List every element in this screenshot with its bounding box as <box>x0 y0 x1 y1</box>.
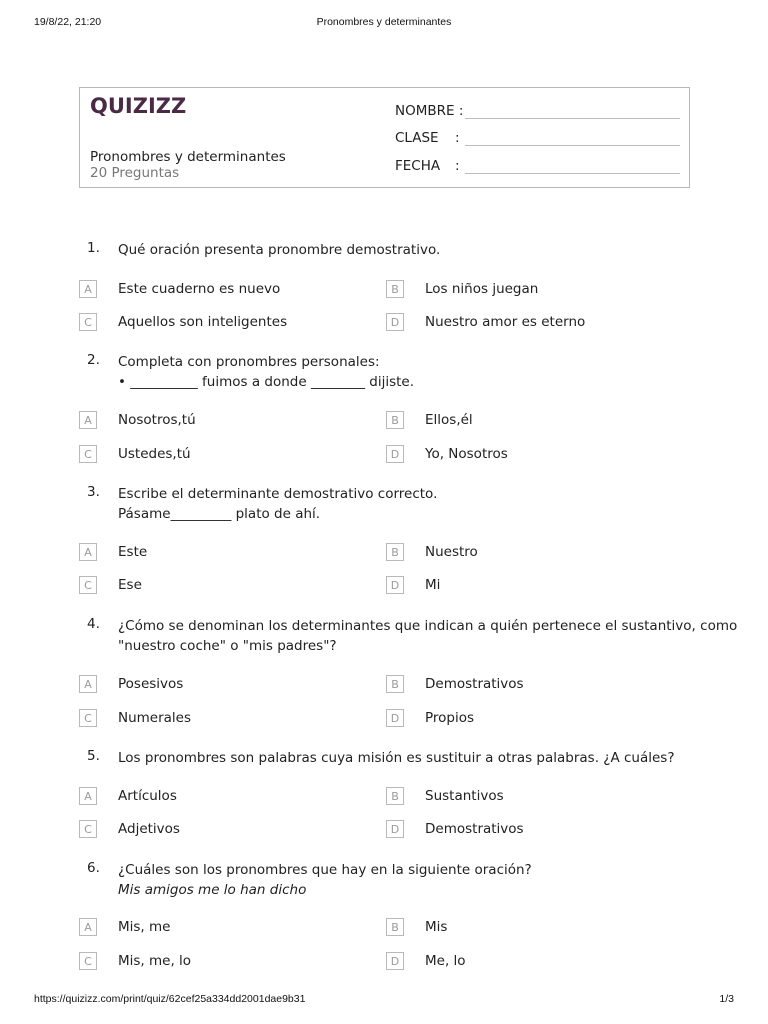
option-text: Numerales <box>118 710 192 726</box>
option-letter-a: A <box>79 787 97 805</box>
option-text: Este cuaderno es nuevo <box>118 281 281 297</box>
option-b[interactable] <box>386 675 686 695</box>
option-letter-b: B <box>386 543 404 561</box>
question-line: Los pronombres son palabras cuya misión es sustituir a otras palabras. ¿A cuáles? <box>118 750 675 766</box>
quizizz-logo: QUIZIZZ <box>90 94 187 118</box>
option-b[interactable] <box>386 543 686 563</box>
question-line: Pásame_________ plato de ahí. <box>118 506 321 522</box>
quiz-info-box <box>79 87 690 188</box>
option-text: Mis <box>425 919 448 935</box>
question-line: "nuestro coche" o "mis padres"? <box>118 638 337 654</box>
question-2 <box>79 352 699 472</box>
option-text: Artículos <box>118 788 177 804</box>
page-number: 1/3 <box>719 993 734 1005</box>
option-text: Ellos,él <box>425 412 473 428</box>
option-letter-b: B <box>386 787 404 805</box>
option-letter-d: D <box>386 820 404 838</box>
question-number: 5. <box>87 748 100 764</box>
question-example-sentence: Mis amigos me lo han dicho <box>118 882 307 898</box>
fecha-label: FECHA <box>395 158 441 174</box>
option-text: Nosotros,tú <box>118 412 196 428</box>
question-text <box>118 240 440 260</box>
print-header <box>34 16 734 30</box>
option-letter-d: D <box>386 313 404 331</box>
option-b[interactable] <box>386 918 686 938</box>
question-text <box>118 352 414 392</box>
option-d[interactable] <box>386 709 686 729</box>
option-text: Este <box>118 544 148 560</box>
option-text: Nuestro <box>425 544 478 560</box>
option-letter-a: A <box>79 411 97 429</box>
option-text: Ustedes,tú <box>118 446 191 462</box>
question-5 <box>79 748 699 848</box>
question-line: Qué oración presenta pronombre demostrativo. <box>118 242 441 258</box>
nombre-label: NOMBRE : <box>395 103 464 119</box>
option-text: Mis, me <box>118 919 171 935</box>
option-a[interactable] <box>79 543 379 563</box>
option-a[interactable] <box>79 280 379 300</box>
option-letter-b: B <box>386 411 404 429</box>
option-text: Yo, Nosotros <box>425 446 508 462</box>
option-c[interactable] <box>79 313 379 333</box>
option-text: Sustantivos <box>425 788 504 804</box>
option-d[interactable] <box>386 952 686 972</box>
option-letter-d: D <box>386 952 404 970</box>
print-page-title: Pronombres y determinantes <box>316 16 452 28</box>
quiz-title: Pronombres y determinantes <box>90 149 286 165</box>
option-d[interactable] <box>386 313 686 333</box>
question-text <box>118 748 675 768</box>
question-4 <box>79 616 738 736</box>
print-url[interactable]: https://quizizz.com/print/quiz/62cef25a334dd2001dae9b31 <box>34 993 306 1005</box>
clase-label: CLASE <box>395 130 439 146</box>
question-number: 2. <box>87 352 100 368</box>
question-1 <box>79 240 699 340</box>
question-number: 4. <box>87 616 100 632</box>
option-letter-c: C <box>79 952 97 970</box>
option-c[interactable] <box>79 709 379 729</box>
option-c[interactable] <box>79 820 379 840</box>
option-letter-a: A <box>79 675 97 693</box>
option-text: Demostrativos <box>425 676 524 692</box>
option-text: Aquellos son inteligentes <box>118 314 288 330</box>
option-d[interactable] <box>386 445 686 465</box>
clase-line[interactable] <box>465 145 680 146</box>
option-letter-c: C <box>79 445 97 463</box>
option-letter-c: C <box>79 820 97 838</box>
option-letter-b: B <box>386 675 404 693</box>
option-letter-b: B <box>386 280 404 298</box>
option-d[interactable] <box>386 576 686 596</box>
option-a[interactable] <box>79 918 379 938</box>
option-text: Adjetivos <box>118 821 180 837</box>
option-letter-d: D <box>386 709 404 727</box>
nombre-line[interactable] <box>465 118 680 119</box>
option-text: Me, lo <box>425 953 466 969</box>
question-text <box>118 860 532 900</box>
question-number: 1. <box>87 240 100 256</box>
option-letter-c: C <box>79 313 97 331</box>
print-timestamp: 19/8/22, 21:20 <box>34 16 102 28</box>
option-letter-a: A <box>79 543 97 561</box>
option-b[interactable] <box>386 411 686 431</box>
option-c[interactable] <box>79 952 379 972</box>
option-d[interactable] <box>386 820 686 840</box>
question-line: ¿Cómo se denominan los determinantes que indican a quién pertenece el sustantivo, como <box>118 618 738 634</box>
question-number: 6. <box>87 860 100 876</box>
option-a[interactable] <box>79 411 379 431</box>
question-line: Completa con pronombres personales: <box>118 354 380 370</box>
question-text <box>118 616 737 656</box>
option-letter-a: A <box>79 918 97 936</box>
option-text: Mi <box>425 577 441 593</box>
print-footer <box>34 993 734 1007</box>
option-a[interactable] <box>79 675 379 695</box>
option-text: Propios <box>425 710 475 726</box>
option-letter-b: B <box>386 918 404 936</box>
question-line: ¿Cuáles son los pronombres que hay en la siguiente oración? <box>118 862 532 878</box>
option-text: Posesivos <box>118 676 184 692</box>
question-6 <box>79 860 699 980</box>
option-letter-c: C <box>79 576 97 594</box>
option-text: Demostrativos <box>425 821 524 837</box>
question-number: 3. <box>87 484 100 500</box>
option-c[interactable] <box>79 576 379 596</box>
option-letter-d: D <box>386 576 404 594</box>
option-text: Ese <box>118 577 142 593</box>
option-text: Los niños juegan <box>425 281 539 297</box>
option-a[interactable] <box>79 787 379 807</box>
question-line: Escribe el determinante demostrativo correcto. <box>118 486 438 502</box>
clase-colon: : <box>455 130 460 146</box>
fecha-colon: : <box>455 158 460 174</box>
fecha-line[interactable] <box>465 173 680 174</box>
question-count: 20 Preguntas <box>90 165 180 181</box>
option-letter-a: A <box>79 280 97 298</box>
option-b[interactable] <box>386 787 686 807</box>
option-letter-d: D <box>386 445 404 463</box>
option-b[interactable] <box>386 280 686 300</box>
option-text: Nuestro amor es eterno <box>425 314 586 330</box>
question-line: • __________ fuimos a donde ________ dijiste. <box>118 374 414 390</box>
question-text <box>118 484 437 524</box>
option-c[interactable] <box>79 445 379 465</box>
option-letter-c: C <box>79 709 97 727</box>
question-3 <box>79 484 699 604</box>
option-text: Mis, me, lo <box>118 953 192 969</box>
